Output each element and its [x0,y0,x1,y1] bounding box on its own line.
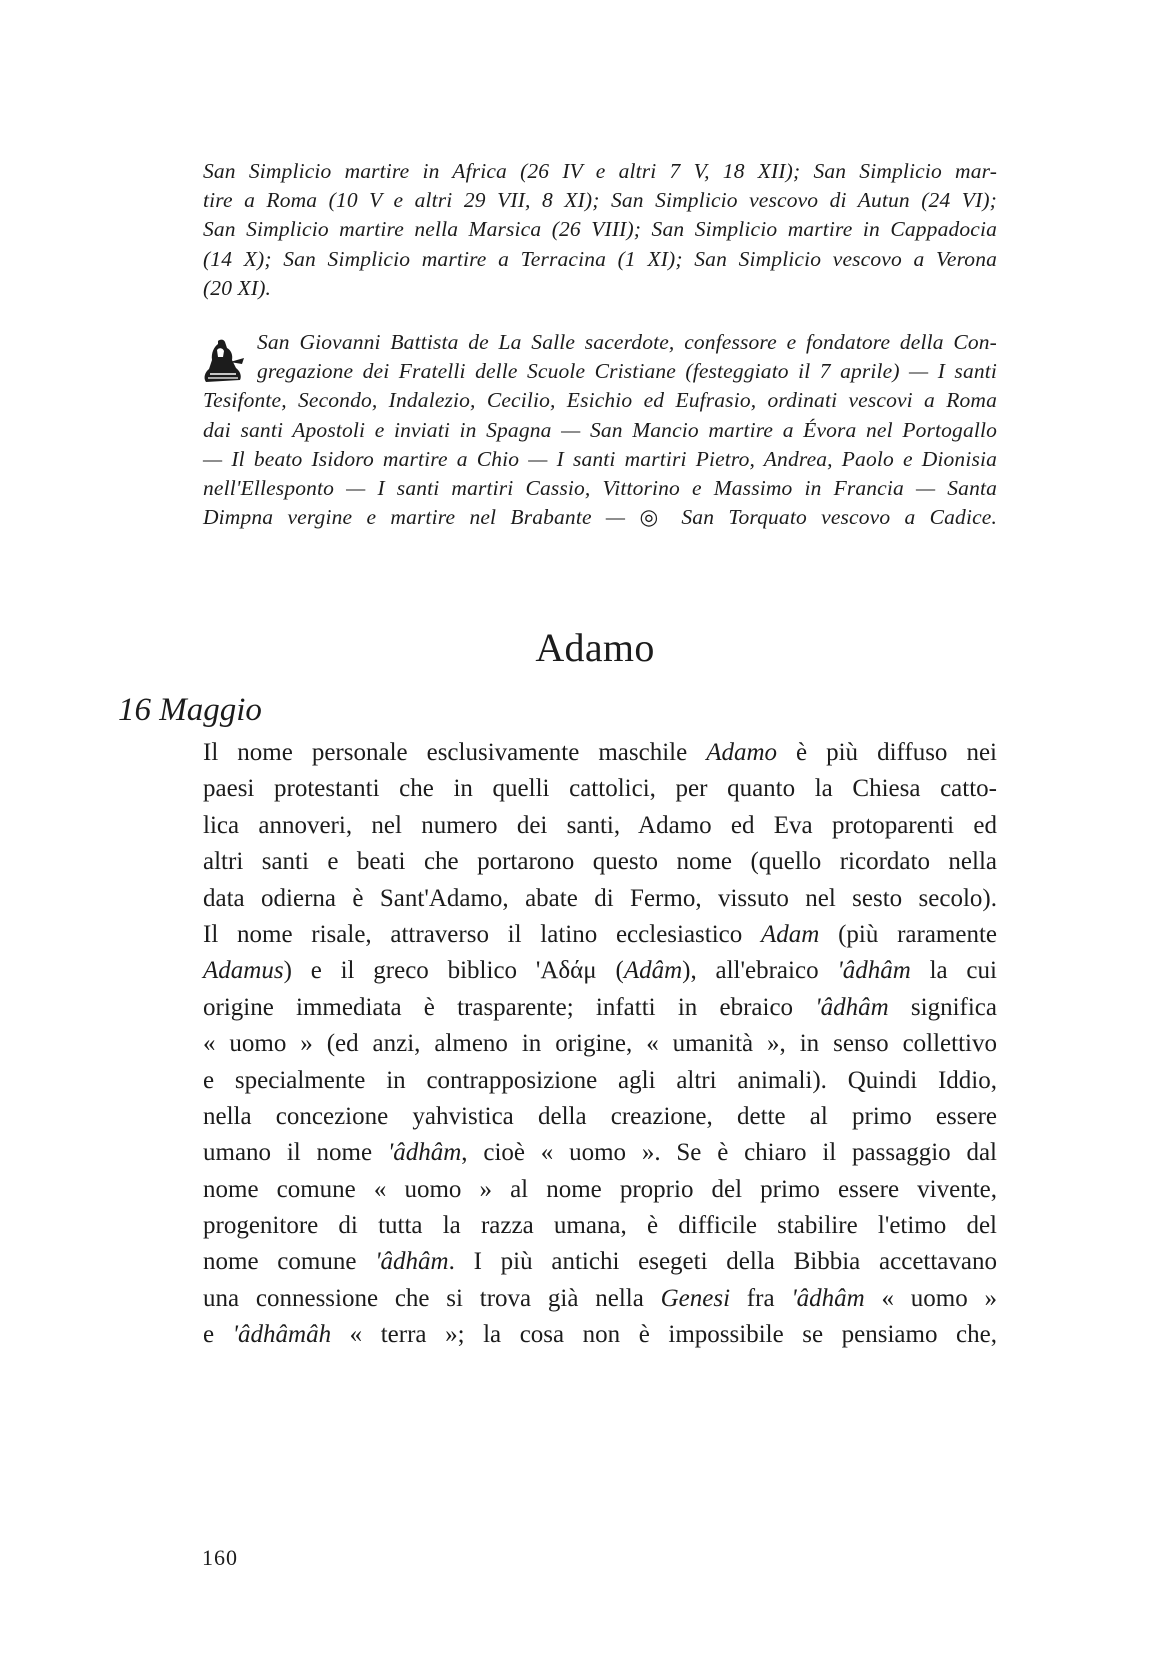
text-line [203,1099,997,1135]
text-line: Dimpna vergine e martire nel Brabante — ◎ San Torquato vescovo a Cadice. [203,505,997,530]
italic-term: 'âdhâm [815,993,889,1021]
text-line [203,1317,997,1353]
text-line [203,1026,997,1062]
text-segment: « terra »; la cosa non è impossibile se pensiamo che, [331,1321,997,1349]
italic-term: 'âdhâm [791,1284,865,1312]
text-segment: « uomo » (ed anzi, almeno in origine, « umanità », in senso collettivo [203,1030,997,1058]
italic-term: Adam [761,920,820,948]
article-body [203,735,997,1354]
text-segment: « uomo » [864,1284,998,1312]
italic-term: Genesi [660,1284,731,1312]
text-line: nell'Ellesponto — I santi martiri Cassio, Vittorino e Massimo in Francia — Santa [203,475,997,500]
text-line [203,1281,997,1317]
previous-day-saints-list [203,157,997,303]
italic-term: Adâm [623,957,683,985]
text-line [203,735,997,771]
text-segment: e specialmente in contrapposizione agli altri animali). Quindi Iddio, [203,1066,997,1094]
text-line [203,1208,997,1244]
text-segment: Il nome personale esclusivamente maschile [203,739,707,766]
text-line [203,990,997,1026]
text-line [203,1063,997,1099]
text-line: dai santi Apostoli e inviati in Spagna — San Mancio martire a Évora nel Portogallo [203,417,997,442]
text-segment: (più raramente [819,920,997,948]
text-segment: Il nome risale, attraverso il latino ecclesiastico [203,920,762,948]
text-line [203,771,997,807]
text-segment: , cioè « uomo ». Se è chiaro il passaggio dal [461,1139,997,1167]
text-segment: e [203,1321,233,1349]
text-segment: fra [730,1284,792,1312]
text-segment: origine immediata è trasparente; infatti in ebraico [203,993,816,1021]
text-line: San Simplicio martire in Africa (26 IV e altri 7 V, 18 XII); San Simplicio mar- [203,159,997,183]
saints-of-the-day-list [203,328,997,532]
text-line: San Simplicio martire nella Marsica (26 VIII); San Simplicio martire in Cappadocia [203,217,997,242]
text-segment: nome comune « uomo » al nome proprio del primo essere vivente, [203,1175,997,1203]
text-line [203,1244,997,1280]
italic-term: 'âdhâm [375,1248,449,1276]
text-line [203,1172,997,1208]
text-segment: umano il nome [203,1139,388,1167]
text-segment: data odierna è Sant'Adamo, abate di Fermo, vissuto nel sesto secolo). [203,884,997,912]
italic-term: 'âdhâmâh [232,1321,332,1349]
italic-term: 'âdhâm [837,957,911,985]
text-line: (20 XI). [203,275,272,300]
text-segment: progenitore di tutta la razza umana, è difficile stabilire l'etimo del [203,1212,997,1240]
article-title: Adamo [535,625,655,670]
text-segment: lica annoveri, nel numero dei santi, Adamo ed Eva protoparenti ed [203,811,997,839]
date-heading: 16 Maggio [118,692,262,728]
text-line: tire a Roma (10 V e altri 29 VII, 8 XI); San Simplicio vescovo di Autun (24 VI); [203,188,997,213]
text-segment: ) e il greco biblico 'Αδάμ ( [283,957,624,985]
text-line [203,953,997,989]
text-line [203,1135,997,1171]
italic-term: Adamus [203,957,284,985]
text-line: (14 X); San Simplicio martire a Terracina (1 XI); San Simplicio vescovo a Verona [203,246,997,271]
text-segment: una connessione che si trova già nella [203,1284,661,1312]
page-number: 160 [202,1545,238,1570]
text-line [203,881,997,917]
text-segment: nella concezione yahvistica della creazione, dette al primo essere [203,1102,997,1130]
text-line: gregazione dei Fratelli delle Scuole Cristiane (festeggiato il 7 aprile) — I santi [257,359,997,384]
text-segment: significa [888,993,997,1021]
text-line [203,917,997,953]
italic-term: 'âdhâm [387,1139,462,1167]
text-segment: paesi protestanti che in quelli cattolici, per quanto la Chiesa catto- [203,775,997,803]
text-line: Tesifonte, Secondo, Indalezio, Cecilio, Esichio ed Eufrasio, ordinati vescovi a Roma [203,388,997,413]
text-line: San Giovanni Battista de La Salle sacerdote, confessore e fondatore della Con- [257,330,997,354]
text-segment: nome comune [203,1248,376,1276]
text-line [203,844,997,880]
text-line: — Il beato Isidoro martire a Chio — I santi martiri Pietro, Andrea, Paolo e Dionisia [203,446,997,471]
text-segment: la cui [910,957,997,985]
text-line [203,808,997,844]
text-segment: ), all'ebraico [682,957,838,985]
text-segment: . I più antichi esegeti della Bibbia accettavano [448,1248,997,1276]
text-segment: è più diffuso nei [777,739,997,766]
text-segment: altri santi e beati che portarono questo nome (quello ricordato nella [203,848,997,876]
italic-term: Adamo [706,739,778,766]
